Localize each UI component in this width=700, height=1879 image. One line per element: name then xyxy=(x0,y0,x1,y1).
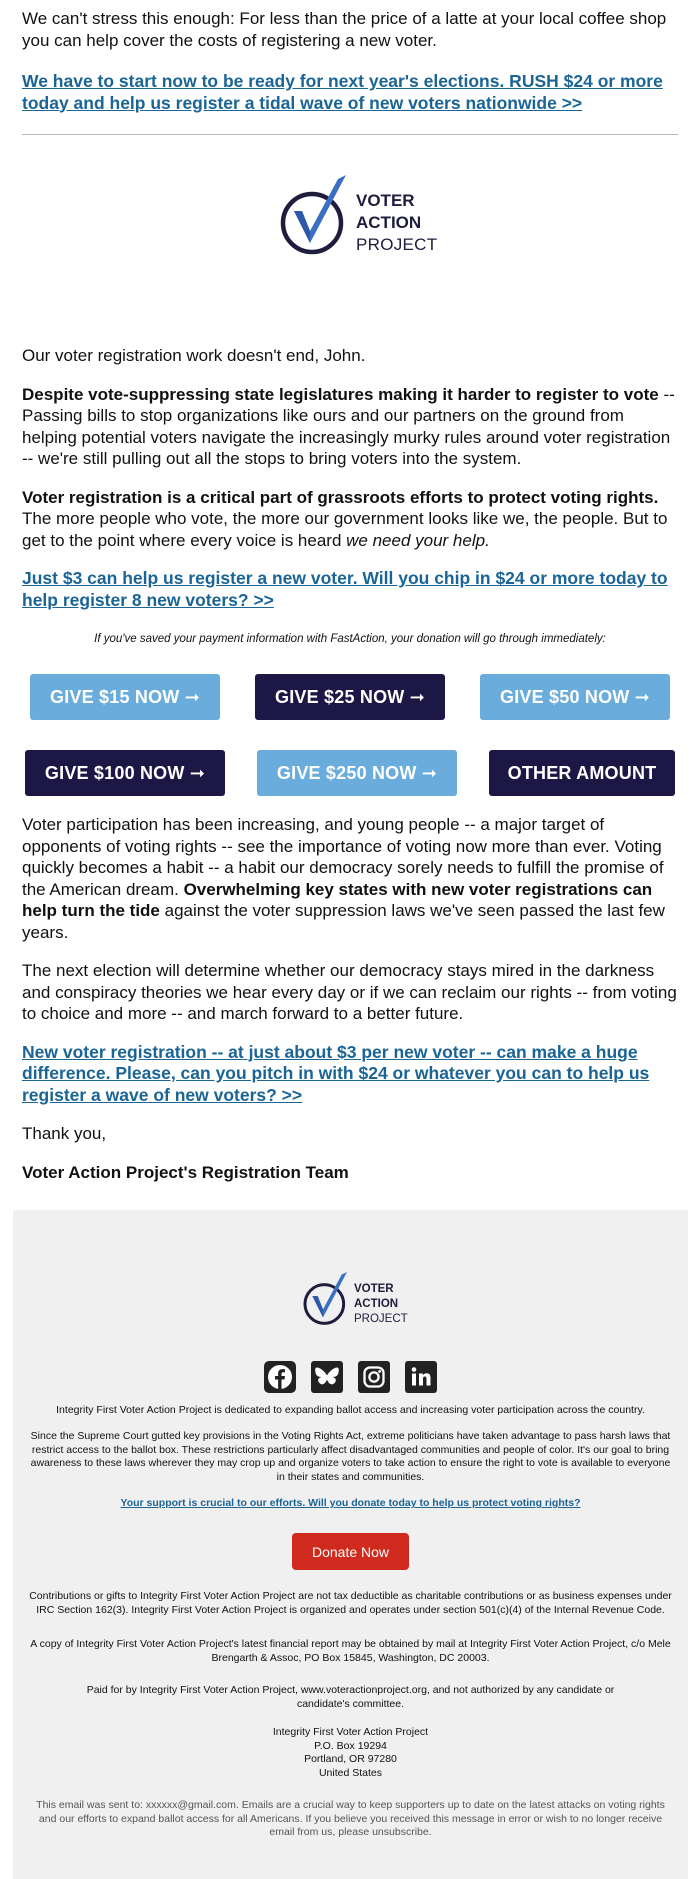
facebook-icon[interactable] xyxy=(263,1360,297,1394)
footer-logo-line-project: PROJECT xyxy=(354,1312,408,1325)
footer-logo-wordmark xyxy=(354,1282,408,1327)
thank-you: Thank you, xyxy=(22,1124,107,1143)
participation-rest: against the voter suppression laws we've seen passed the last few years. xyxy=(22,901,665,942)
chip-in-link[interactable]: Just $3 can help us register a new voter. Will you chip in $24 or more today to help register 8 new voters? >> xyxy=(22,568,668,610)
greeting: Our voter registration work doesn't end, John. xyxy=(22,346,366,365)
logo-line-action: ACTION xyxy=(356,212,422,232)
address-city: Portland, OR 97280 xyxy=(304,1753,397,1765)
signature: Voter Action Project's Registration Team xyxy=(22,1162,349,1182)
address-box: P.O. Box 19294 xyxy=(314,1739,387,1752)
participation-bold: Overwhelming key states with new voter registrations can help turn the tide xyxy=(22,879,653,920)
footer-mission: Integrity First Voter Action Project is dedicated to expanding ballot access and increasing voter participation across the country. xyxy=(56,1404,645,1416)
give-25-button[interactable]: GIVE $25 NOW ➞ xyxy=(255,674,445,720)
donation-row-1 xyxy=(22,674,678,720)
footer-checkmark-logo-icon xyxy=(303,1270,351,1328)
pitch-in-link[interactable]: New voter registration -- at just about $3 per new voter -- can make a huge difference. Please, can you pitch in with $24 or whatever you can to help us register a wave of new voters? >> xyxy=(22,1041,650,1105)
footer-tax-note: Contributions or gifts to Integrity First Voter Action Project are not tax deductible as charitable contributions or as business expenses under IRC Section 162(3). Integrity First Voter Action Project is organized and operates under section 501(c)(4) of the Internal Revenue Code. xyxy=(29,1590,672,1616)
footer xyxy=(13,1210,688,1879)
bluesky-icon[interactable] xyxy=(310,1360,344,1394)
footer-sent-to: This email was sent to: xxxxxx@gmail.com. Emails are a crucial way to keep supporters up to date on the latest attacks on voting rights and our efforts to expand ballot access for all Americans. If you believe you received this message in error or wish to no longer receive email from us, please unsubscribe. xyxy=(36,1799,665,1838)
other-amount-button[interactable]: OTHER AMOUNT xyxy=(489,750,675,796)
footer-paid-for: Paid for by Integrity First Voter Action Project, www.voteractionproject.org, and not authorized by any candidate or candidate's committee. xyxy=(86,1684,615,1710)
logo-line-project: PROJECT xyxy=(356,234,438,254)
suppression-rest: -- Passing bills to stop organizations like ours and our partners on the ground from helping potential voters navigate the increasingly murky rules around voter registration -- we're still pulling out all the stops to bring voters into the system. xyxy=(22,384,675,468)
latte-paragraph: We can't stress this enough: For less than the price of a latte at your local coffee shop you can help cover the costs of registering a new voter. xyxy=(22,9,667,50)
give-100-button[interactable]: GIVE $100 NOW ➞ xyxy=(25,750,225,796)
logo xyxy=(280,173,437,258)
donation-row-2 xyxy=(22,750,678,796)
footer-financial-report: A copy of Integrity First Voter Action Project's latest financial report may be obtained by mail at Integrity First Voter Action Project, c/o Mele Brengarth & Assoc, PO Box 15845, Washington, DC 20003. xyxy=(30,1638,671,1664)
footer-address xyxy=(13,1726,688,1780)
rush-link[interactable]: We have to start now to be ready for next year's elections. RUSH $24 or more today and help us register a tidal wave of new voters nationwide >> xyxy=(22,71,663,113)
paragraph-registration xyxy=(22,487,678,552)
footer-logo-line-action: ACTION xyxy=(354,1297,399,1310)
paragraph-election: The next election will determine whether our democracy stays mired in the darkness and conspiracy theories we hear every day or if we can reclaim our rights -- from voting to choice and more -- and march forward to a better future. xyxy=(22,961,677,1023)
footer-supreme-court: Since the Supreme Court gutted key provisions in the Voting Rights Act, extreme politicians have taken advantage to pass harsh laws that restrict access to the ballot box. These restrictions particularly affect disadvantaged communities and people of color. It's our goal to bring awareness to these laws wherever they may crop up and organize voters to take action to ensure the right to vote is available to everyone in their states and communities. xyxy=(30,1430,671,1483)
social-links xyxy=(13,1360,688,1394)
fastaction-note: If you've saved your payment information with FastAction, your donation will go through immediately: xyxy=(94,633,606,645)
footer-logo-line-voter: VOTER xyxy=(354,1282,394,1295)
address-name: Integrity First Voter Action Project xyxy=(272,1726,429,1738)
logo-line-voter: VOTER xyxy=(356,190,415,210)
logo-wordmark xyxy=(356,190,437,256)
give-250-button[interactable]: GIVE $250 NOW ➞ xyxy=(257,750,457,796)
divider xyxy=(22,134,678,135)
give-50-button[interactable]: GIVE $50 NOW ➞ xyxy=(480,674,670,720)
registration-bold: Voter registration is a critical part of grassroots efforts to protect voting rights. xyxy=(22,487,659,507)
instagram-icon[interactable] xyxy=(357,1360,391,1394)
paragraph-participation xyxy=(22,814,678,943)
registration-italic: we need your help. xyxy=(346,530,490,550)
checkmark-logo-icon xyxy=(280,173,352,258)
donate-now-button[interactable]: Donate Now xyxy=(292,1533,409,1570)
paragraph-suppression xyxy=(22,384,678,470)
give-15-button[interactable]: GIVE $15 NOW ➞ xyxy=(30,674,220,720)
footer-logo xyxy=(303,1270,408,1328)
participation-text: Voter participation has been increasing, and young people -- a major target of opponents of voting rights -- see the importance of voting now more than ever. Voting quickly becomes a habit -- a habit our democracy sorely needs to fulfill the promise of the American dream. xyxy=(22,815,664,899)
linkedin-icon[interactable] xyxy=(404,1360,438,1394)
suppression-bold: Despite vote-suppressing state legislatures making it harder to register to vote xyxy=(22,384,659,404)
donate-wrap xyxy=(13,1533,688,1570)
registration-rest: The more people who vote, the more our government looks like we, the people. But to get to the point where every voice is heard xyxy=(22,509,668,550)
address-country: United States xyxy=(318,1766,383,1779)
footer-support-link[interactable]: Your support is crucial to our efforts. Will you donate today to help us protect voting rights? xyxy=(120,1497,581,1509)
